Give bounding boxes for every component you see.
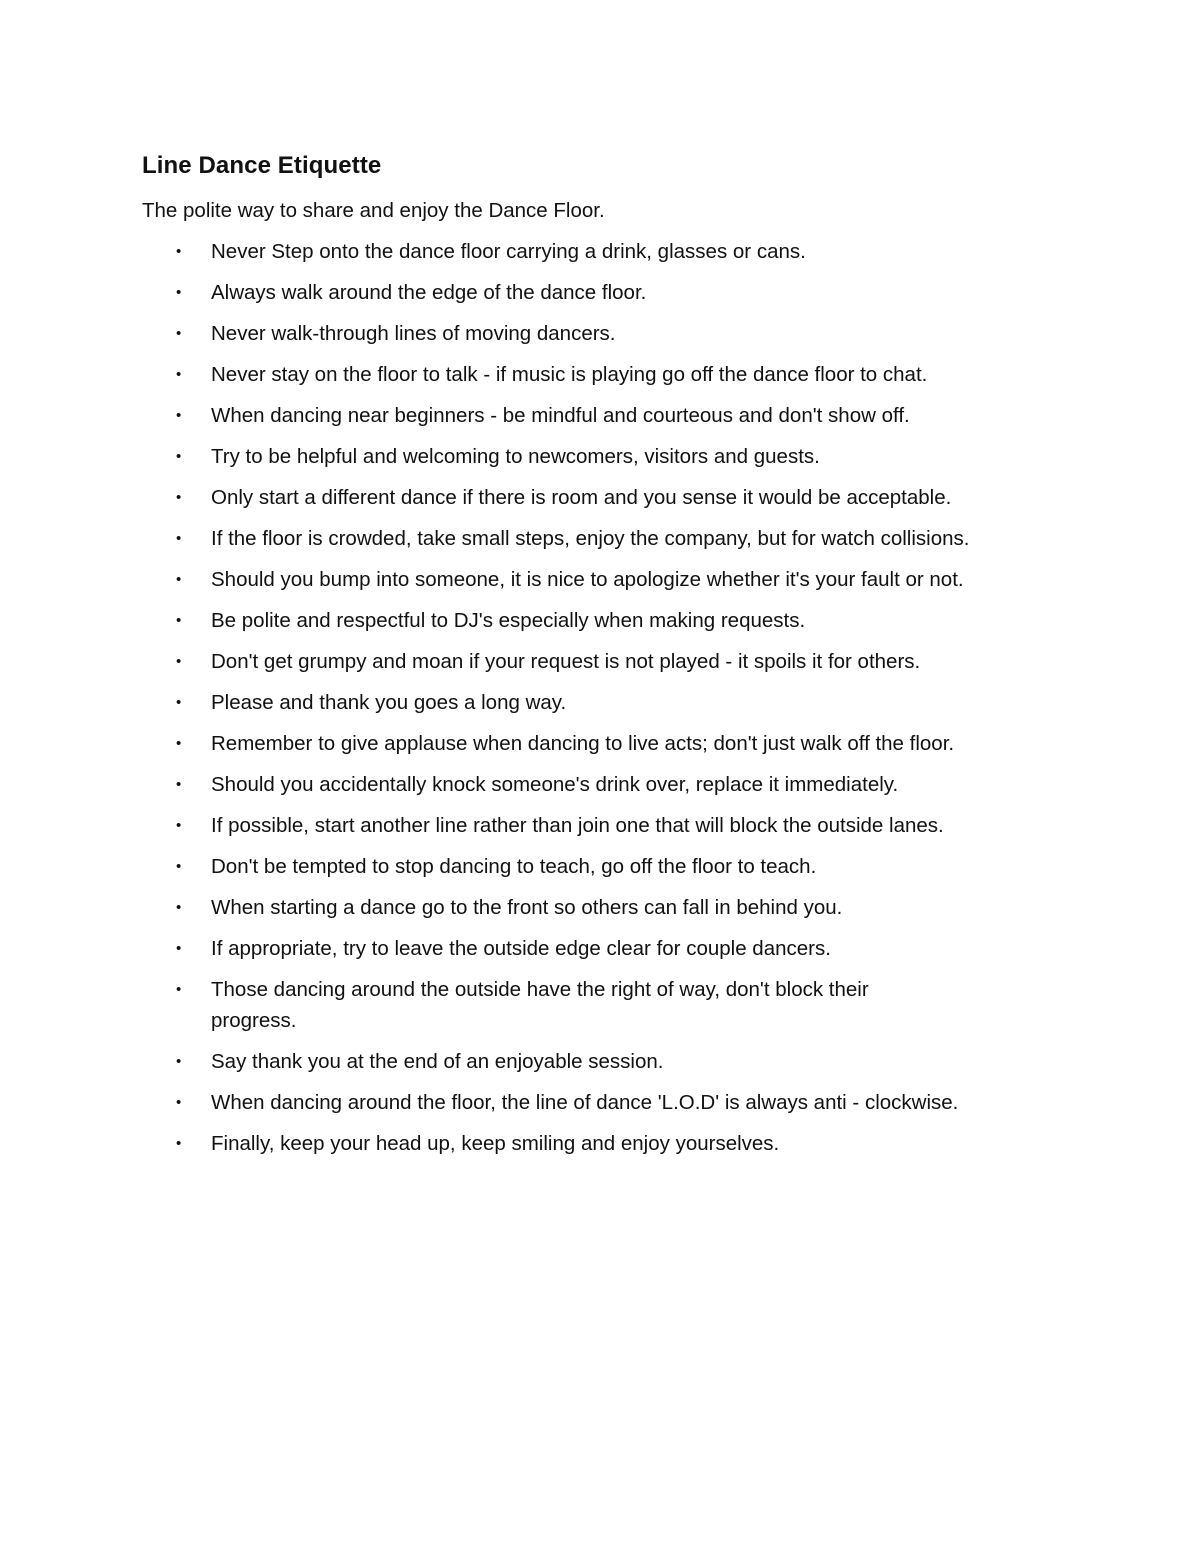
rule-text: Please and thank you goes a long way. [211, 691, 567, 714]
intro-paragraph: The polite way to share and enjoy the Dance Floor. [142, 199, 605, 222]
bullet-icon: • [176, 530, 182, 547]
bullet-icon: • [176, 366, 182, 383]
rule-text: Never walk-through lines of moving dancers. [211, 322, 616, 345]
rule-item [142, 606, 1082, 637]
rule-text: Should you accidentally knock someone's drink over, replace it immediately. [211, 773, 899, 796]
bullet-icon: • [176, 817, 182, 834]
rule-text: When dancing near beginners - be mindful and courteous and don't show off. [211, 404, 910, 427]
rule-text: Don't get grumpy and moan if your request is not played - it spoils it for others. [211, 650, 921, 673]
bullet-icon: • [176, 858, 182, 875]
rule-item [142, 688, 1082, 719]
bullet-icon: • [176, 776, 182, 793]
rule-text: Say thank you at the end of an enjoyable session. [211, 1049, 664, 1073]
rule-item [142, 565, 1111, 596]
bullet-icon: • [176, 612, 182, 629]
rule-item [142, 1129, 1082, 1160]
rule-text: Those dancing around the outside have the right of way, don't block their progress. [211, 978, 869, 1032]
bullet-icon: • [176, 407, 182, 424]
rule-item [142, 811, 1082, 842]
rule-item [142, 1047, 1082, 1078]
rule-text: Finally, keep your head up, keep smiling and enjoy yourselves. [211, 1131, 780, 1155]
rule-text: Should you bump into someone, it is nice to apologize whether it's your fault or not. [211, 568, 964, 591]
bullet-icon: • [176, 694, 182, 711]
rule-item [142, 852, 1082, 883]
rule-text: Never Step onto the dance floor carrying a drink, glasses or cans. [211, 240, 806, 263]
rule-item [142, 647, 1082, 678]
bullet-icon: • [176, 899, 182, 916]
rule-item [142, 524, 1051, 555]
bullet-icon: • [176, 284, 182, 301]
rule-item [142, 934, 1082, 965]
bullet-icon: • [176, 571, 182, 588]
rule-item [142, 278, 1082, 309]
bullet-icon: • [176, 448, 182, 465]
rule-text: If appropriate, try to leave the outside edge clear for couple dancers. [211, 937, 831, 960]
bullet-icon: • [176, 1093, 182, 1111]
rule-text: Don't be tempted to stop dancing to teach, go off the floor to teach. [211, 855, 817, 878]
rule-text: When starting a dance go to the front so others can fall in behind you. [211, 896, 843, 919]
rule-item [142, 893, 1082, 924]
rule-text: If the floor is crowded, take small steps, enjoy the company, but for watch collisions. [211, 527, 970, 550]
rule-text: Remember to give applause when dancing to live acts; don't just walk off the floor. [211, 732, 955, 755]
rule-text: If possible, start another line rather than join one that will block the outside lanes. [211, 814, 944, 837]
rule-item [142, 729, 1051, 760]
rule-text: When dancing around the floor, the line of dance 'L.O.D' is always anti - clockwise. [211, 1090, 959, 1114]
bullet-icon: • [176, 940, 182, 957]
rule-text: Always walk around the edge of the dance floor. [211, 281, 647, 304]
rule-item [142, 401, 1082, 432]
bullet-icon: • [176, 735, 182, 752]
bullet-icon: • [176, 489, 182, 506]
rule-item [142, 975, 941, 1036]
rule-text: Only start a different dance if there is room and you sense it would be acceptable. [211, 486, 952, 509]
rule-text: Never stay on the floor to talk - if music is playing go off the dance floor to chat. [211, 363, 928, 386]
document-title: Line Dance Etiquette [142, 152, 382, 179]
rule-item [142, 237, 911, 268]
bullet-icon: • [176, 653, 182, 670]
rule-item [142, 770, 1082, 801]
bullet-icon: • [176, 981, 182, 998]
rule-item [142, 1088, 1036, 1119]
rule-item [142, 442, 1082, 473]
rule-text: Try to be helpful and welcoming to newcomers, visitors and guests. [211, 445, 820, 468]
rule-text: Be polite and respectful to DJ's especially when making requests. [211, 609, 806, 632]
rule-item [142, 319, 1082, 350]
bullet-icon: • [176, 325, 182, 342]
etiquette-rules-list [142, 237, 1082, 1170]
bullet-icon: • [176, 1052, 182, 1070]
bullet-icon: • [176, 1134, 182, 1152]
rule-item [142, 360, 1082, 391]
bullet-icon: • [176, 243, 182, 260]
rule-item [142, 483, 1011, 514]
